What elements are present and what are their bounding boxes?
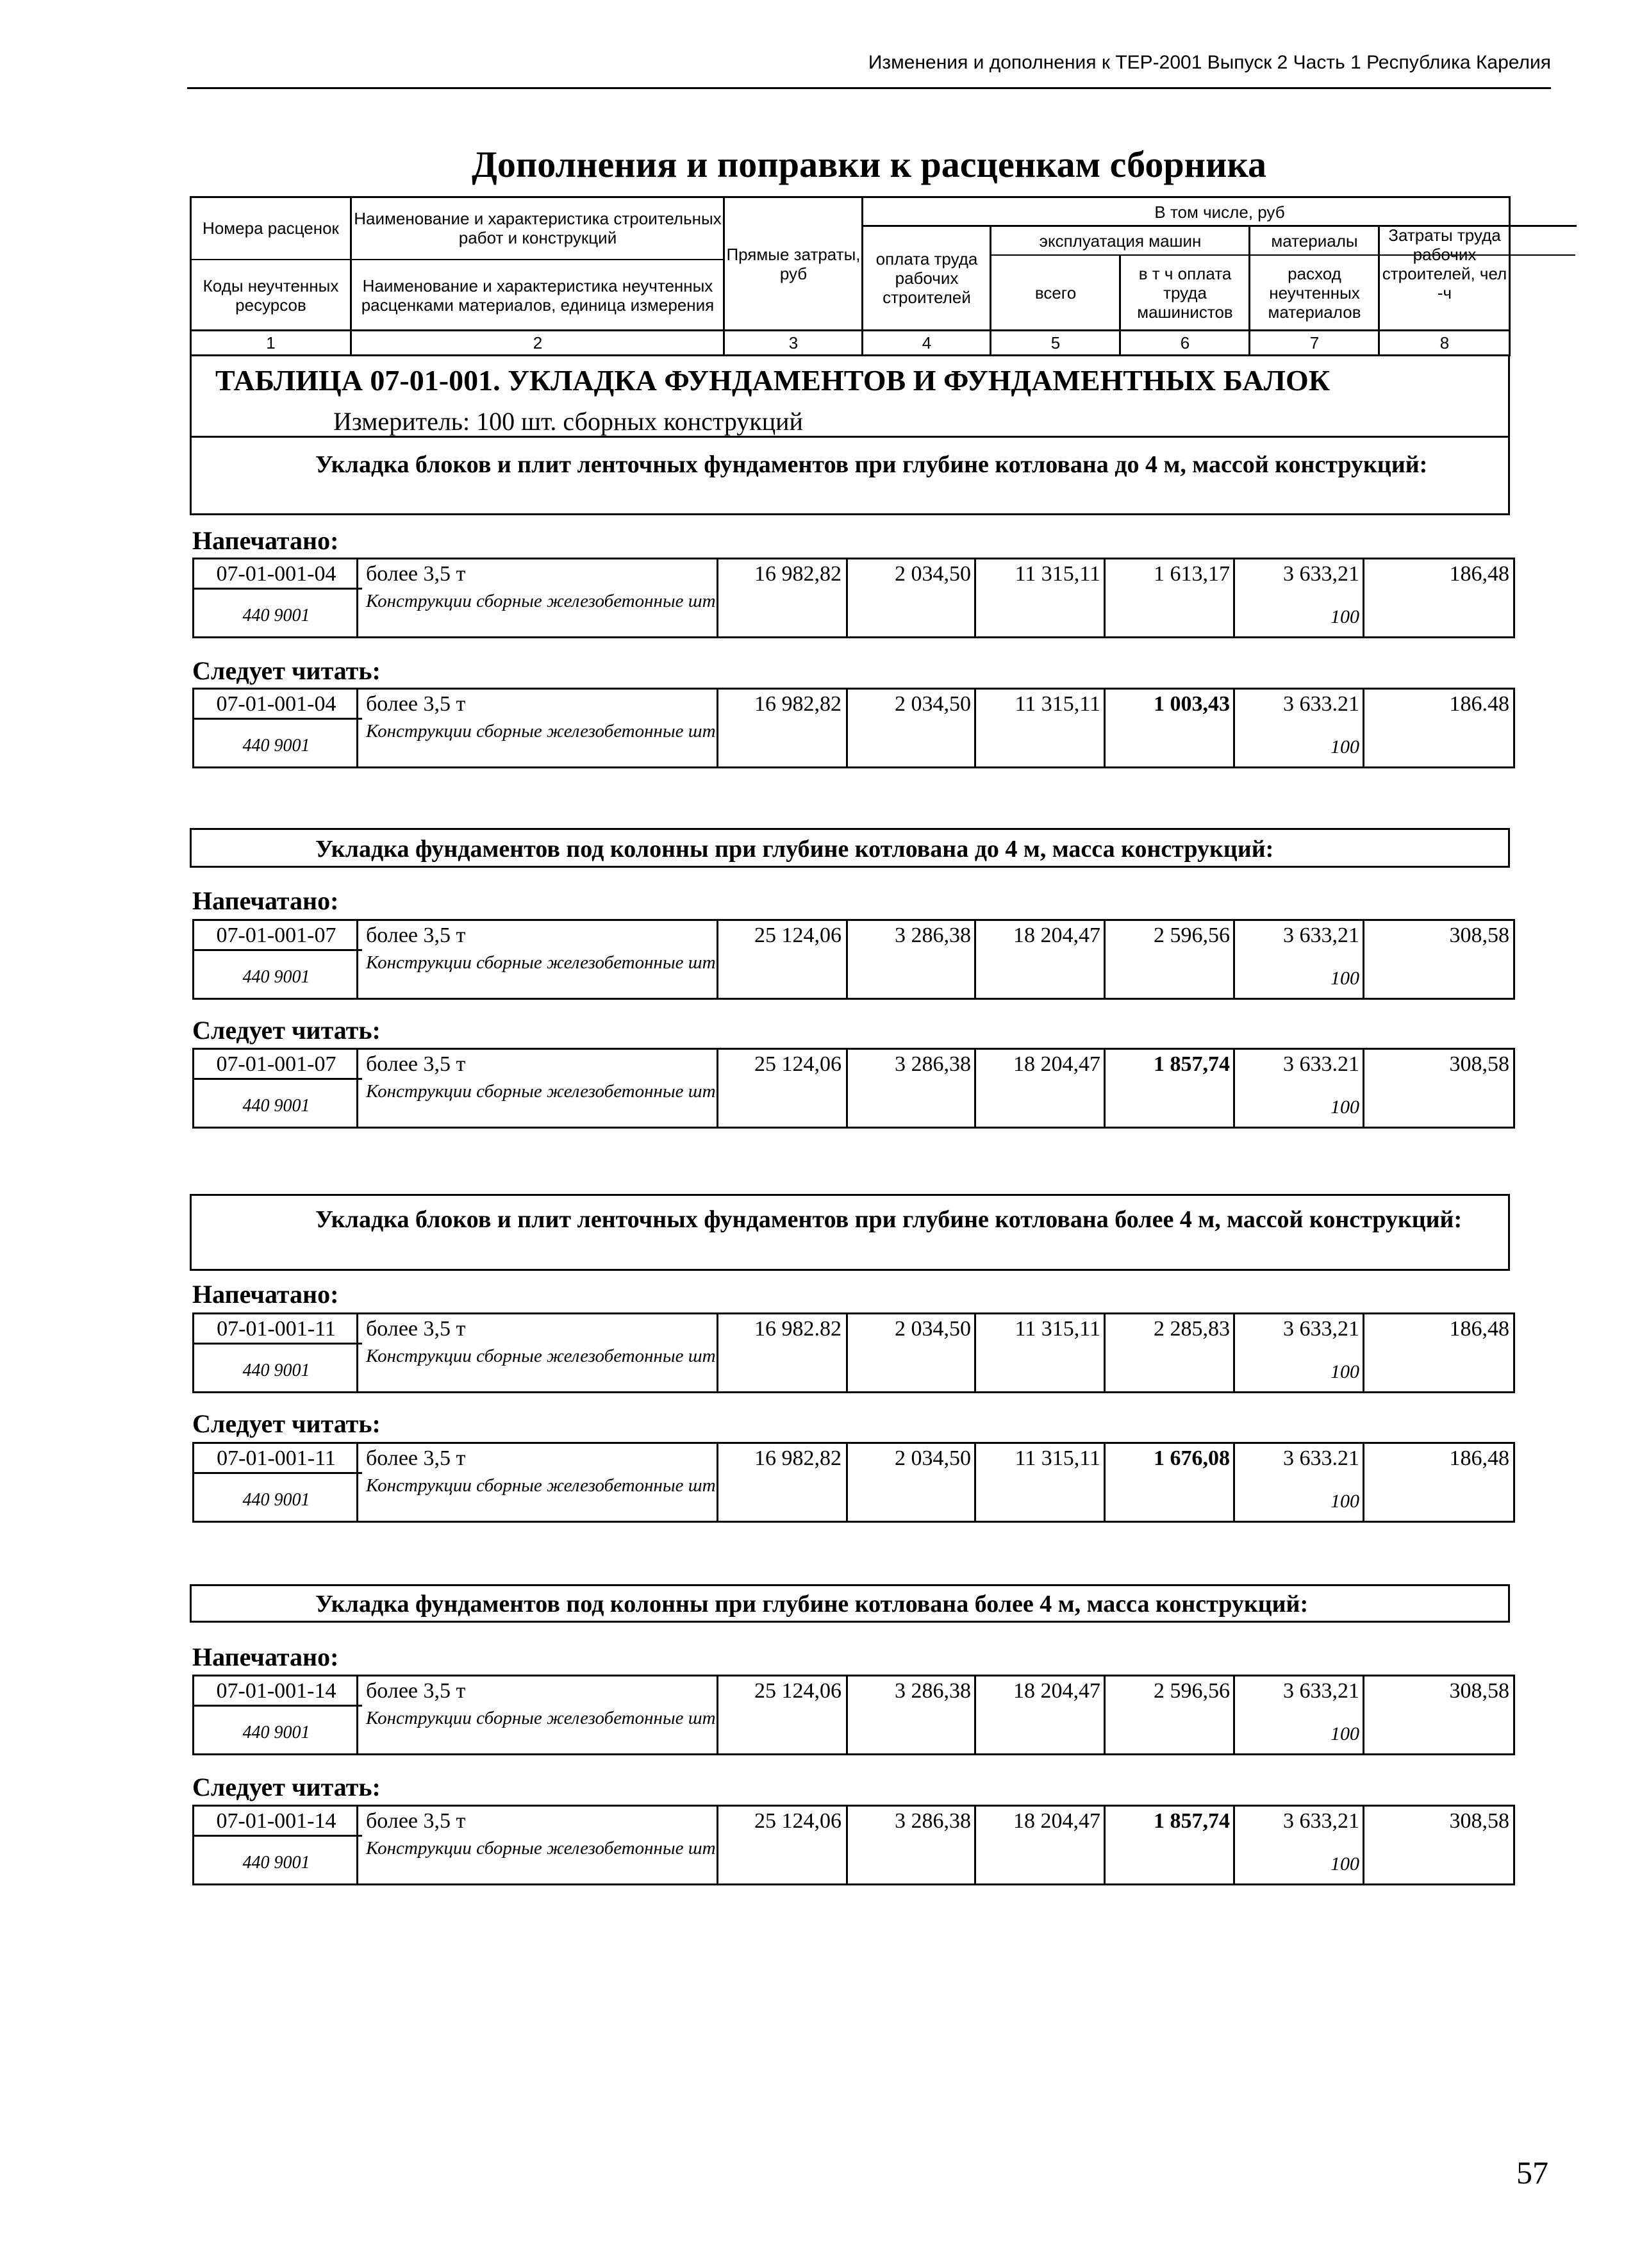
rate-code: 07-01-001-07 bbox=[216, 1052, 336, 1076]
machines-total: 11 315,11 bbox=[1015, 692, 1100, 716]
labor-hours: 308,58 bbox=[1449, 923, 1509, 947]
work-name: более 3,5 т bbox=[366, 562, 466, 586]
header-labor-hours: Затраты труда рабочих строителей, чел -ч bbox=[1382, 226, 1507, 302]
labor-pay: 2 034,50 bbox=[895, 692, 971, 716]
page-header-text: Изменения и дополнения к ТЕР-2001 Выпуск 2 Часть 1 Республика Карелия bbox=[868, 52, 1551, 73]
section-description: Укладка фундаментов под колонны при глубине котлована до 4 м, масса конструкций: bbox=[315, 836, 1274, 863]
operators-pay: 2 596,56 bbox=[1154, 923, 1230, 947]
machines-total: 18 204,47 bbox=[1013, 923, 1100, 947]
work-name: более 3,5 т bbox=[366, 1809, 466, 1833]
corrected-label: Следует читать: bbox=[192, 1773, 381, 1801]
resource-code: 440 9001 bbox=[242, 606, 310, 625]
work-name: более 3,5 т bbox=[366, 1052, 466, 1076]
direct-costs: 16 982.82 bbox=[754, 1317, 841, 1341]
table-title: ТАБЛИЦА 07-01-001. УКЛАДКА ФУНДАМЕНТОВ И ФУНДАМЕНТНЫХ БАЛОК bbox=[215, 364, 1330, 397]
materials-cost: 3 633,21 bbox=[1283, 1317, 1359, 1341]
header-operators-pay: в т ч оплата труда машинистов bbox=[1137, 264, 1233, 322]
col-number: 4 bbox=[922, 333, 932, 352]
resource-code: 440 9001 bbox=[242, 736, 310, 756]
labor-hours: 186,48 bbox=[1449, 562, 1509, 586]
rate-code: 07-01-001-11 bbox=[217, 1446, 336, 1470]
operators-pay: 1 857,74 bbox=[1154, 1809, 1230, 1833]
work-name: более 3,5 т bbox=[366, 692, 466, 716]
material-name: Конструкции сборные железобетонные шт bbox=[366, 721, 716, 741]
rate-code: 07-01-001-11 bbox=[217, 1317, 336, 1341]
material-quantity: 100 bbox=[1330, 1853, 1359, 1875]
col-number: 6 bbox=[1180, 333, 1190, 352]
material-quantity: 100 bbox=[1330, 968, 1359, 989]
operators-pay: 2 285,83 bbox=[1154, 1317, 1230, 1341]
operators-pay: 1 676,08 bbox=[1154, 1446, 1230, 1470]
resource-code: 440 9001 bbox=[242, 967, 310, 987]
corrected-label: Следует читать: bbox=[192, 656, 381, 685]
materials-cost: 3 633.21 bbox=[1283, 1052, 1359, 1076]
labor-pay: 3 286,38 bbox=[895, 1052, 971, 1076]
materials-cost: 3 633.21 bbox=[1283, 692, 1359, 716]
materials-cost: 3 633,21 bbox=[1283, 1679, 1359, 1703]
material-name: Конструкции сборные железобетонные шт bbox=[366, 1081, 716, 1102]
labor-hours: 186,48 bbox=[1449, 1446, 1509, 1470]
labor-pay: 2 034,50 bbox=[895, 1446, 971, 1470]
work-name: более 3,5 т bbox=[366, 1317, 466, 1341]
material-name: Конструкции сборные железобетонные шт bbox=[366, 952, 716, 973]
labor-pay: 3 286,38 bbox=[895, 1679, 971, 1703]
direct-costs: 16 982,82 bbox=[754, 562, 841, 586]
labor-pay: 3 286,38 bbox=[895, 923, 971, 947]
page-header bbox=[187, 50, 1551, 89]
header-machines: эксплуатация машин bbox=[1039, 231, 1202, 251]
measure-unit: Измеритель: 100 шт. сборных конструкций bbox=[333, 407, 803, 436]
document-title: Дополнения и поправки к расценкам сборника bbox=[471, 144, 1266, 185]
resource-code: 440 9001 bbox=[242, 1853, 310, 1873]
operators-pay: 1 857,74 bbox=[1154, 1052, 1230, 1076]
material-name: Конструкции сборные железобетонные шт bbox=[366, 1475, 716, 1496]
labor-hours: 308,58 bbox=[1449, 1809, 1509, 1833]
operators-pay: 2 596,56 bbox=[1154, 1679, 1230, 1703]
section-description: Укладка блоков и плит ленточных фундаментов при глубине котлована более 4 м, массой конструкций: bbox=[315, 1206, 1463, 1233]
header-material-name: Наименование и характеристика неучтенных расценками материалов, единица измерения bbox=[361, 276, 715, 315]
rate-code: 07-01-001-14 bbox=[216, 1809, 336, 1833]
resource-code: 440 9001 bbox=[242, 1361, 310, 1380]
material-quantity: 100 bbox=[1330, 1491, 1359, 1512]
rate-table-corrected bbox=[192, 688, 1515, 768]
materials-cost: 3 633,21 bbox=[1283, 562, 1359, 586]
material-name: Конструкции сборные железобетонные шт bbox=[366, 1346, 716, 1366]
section-description: Укладка фундаментов под колонны при глубине котлована более 4 м, масса конструкций: bbox=[315, 1591, 1309, 1618]
labor-hours: 186.48 bbox=[1449, 692, 1509, 716]
labor-hours: 186,48 bbox=[1449, 1317, 1509, 1341]
direct-costs: 25 124,06 bbox=[754, 923, 841, 947]
header-work-name: Наименование и характеристика строительных работ и конструкций bbox=[354, 209, 722, 247]
machines-total: 18 204,47 bbox=[1013, 1809, 1100, 1833]
rate-code: 07-01-001-07 bbox=[216, 923, 336, 947]
work-name: более 3,5 т bbox=[366, 1446, 466, 1470]
material-quantity: 100 bbox=[1330, 606, 1359, 627]
machines-total: 11 315,11 bbox=[1015, 1446, 1100, 1470]
labor-hours: 308,58 bbox=[1449, 1052, 1509, 1076]
material-quantity: 100 bbox=[1330, 1723, 1359, 1744]
work-name: более 3,5 т bbox=[366, 923, 466, 947]
col-number: 5 bbox=[1050, 333, 1061, 352]
labor-hours: 308,58 bbox=[1449, 1679, 1509, 1703]
printed-label: Напечатано: bbox=[192, 1643, 339, 1671]
direct-costs: 16 982,82 bbox=[754, 1446, 841, 1470]
material-name: Конструкции сборные железобетонные шт bbox=[366, 1708, 716, 1728]
col-number: 3 bbox=[788, 333, 799, 352]
labor-pay: 2 034,50 bbox=[895, 1317, 971, 1341]
rate-table-printed bbox=[192, 558, 1515, 638]
header-rate-numbers: Номера расценок bbox=[203, 219, 339, 238]
rate-code: 07-01-001-14 bbox=[216, 1679, 336, 1703]
resource-code: 440 9001 bbox=[242, 1096, 310, 1116]
direct-costs: 16 982,82 bbox=[754, 692, 841, 716]
printed-label: Напечатано: bbox=[192, 886, 339, 915]
direct-costs: 25 124,06 bbox=[754, 1809, 841, 1833]
direct-costs: 25 124,06 bbox=[754, 1052, 841, 1076]
header-resource-codes: Коды неучтенных ресурсов bbox=[203, 276, 339, 315]
header-machines-total: всего bbox=[1034, 283, 1077, 302]
col-number: 1 bbox=[266, 333, 276, 352]
rate-table-corrected bbox=[192, 1442, 1515, 1523]
material-name: Конструкции сборные железобетонные шт bbox=[366, 1838, 716, 1858]
materials-cost: 3 633,21 bbox=[1283, 1809, 1359, 1833]
machines-total: 11 315,11 bbox=[1015, 1317, 1100, 1341]
rate-table-corrected bbox=[192, 1048, 1515, 1129]
material-name: Конструкции сборные железобетонные шт bbox=[366, 591, 716, 611]
printed-label: Напечатано: bbox=[192, 1280, 339, 1309]
rate-code: 07-01-001-04 bbox=[216, 692, 336, 716]
materials-cost: 3 633.21 bbox=[1283, 1446, 1359, 1470]
machines-total: 11 315,11 bbox=[1015, 562, 1100, 586]
operators-pay: 1 003,43 bbox=[1154, 692, 1230, 716]
rate-table-corrected bbox=[192, 1805, 1515, 1885]
resource-code: 440 9001 bbox=[242, 1723, 310, 1742]
material-quantity: 100 bbox=[1330, 736, 1359, 757]
printed-label: Напечатано: bbox=[192, 526, 339, 555]
rate-table-printed bbox=[192, 1312, 1515, 1393]
header-direct-costs: Прямые затраты, руб bbox=[726, 245, 861, 283]
section-description: Укладка блоков и плит ленточных фундаментов при глубине котлована до 4 м, массой конструкций: bbox=[315, 451, 1428, 478]
header-including: В том числе, руб bbox=[1154, 202, 1285, 222]
column-header-table bbox=[190, 196, 1510, 356]
labor-pay: 3 286,38 bbox=[895, 1809, 971, 1833]
direct-costs: 25 124,06 bbox=[754, 1679, 841, 1703]
header-material-consumption: расход неучтенных материалов bbox=[1268, 264, 1361, 322]
corrected-label: Следует читать: bbox=[192, 1409, 381, 1438]
labor-pay: 2 034,50 bbox=[895, 562, 971, 586]
materials-cost: 3 633,21 bbox=[1283, 923, 1359, 947]
col-number: 7 bbox=[1309, 333, 1320, 352]
material-quantity: 100 bbox=[1330, 1097, 1359, 1118]
machines-total: 18 204,47 bbox=[1013, 1052, 1100, 1076]
page-number: 57 bbox=[1516, 2155, 1548, 2190]
work-name: более 3,5 т bbox=[366, 1679, 466, 1703]
material-quantity: 100 bbox=[1330, 1361, 1359, 1382]
rate-code: 07-01-001-04 bbox=[216, 562, 336, 586]
rate-table-printed bbox=[192, 1675, 1515, 1755]
header-materials: материалы bbox=[1271, 231, 1358, 251]
col-number: 8 bbox=[1439, 333, 1450, 352]
rate-table-printed bbox=[192, 919, 1515, 1000]
operators-pay: 1 613,17 bbox=[1154, 562, 1230, 586]
col-number: 2 bbox=[533, 333, 543, 352]
corrected-label: Следует читать: bbox=[192, 1016, 381, 1045]
resource-code: 440 9001 bbox=[242, 1490, 310, 1510]
header-labor-pay: оплата труда рабочих строителей bbox=[875, 249, 978, 307]
machines-total: 18 204,47 bbox=[1013, 1679, 1100, 1703]
